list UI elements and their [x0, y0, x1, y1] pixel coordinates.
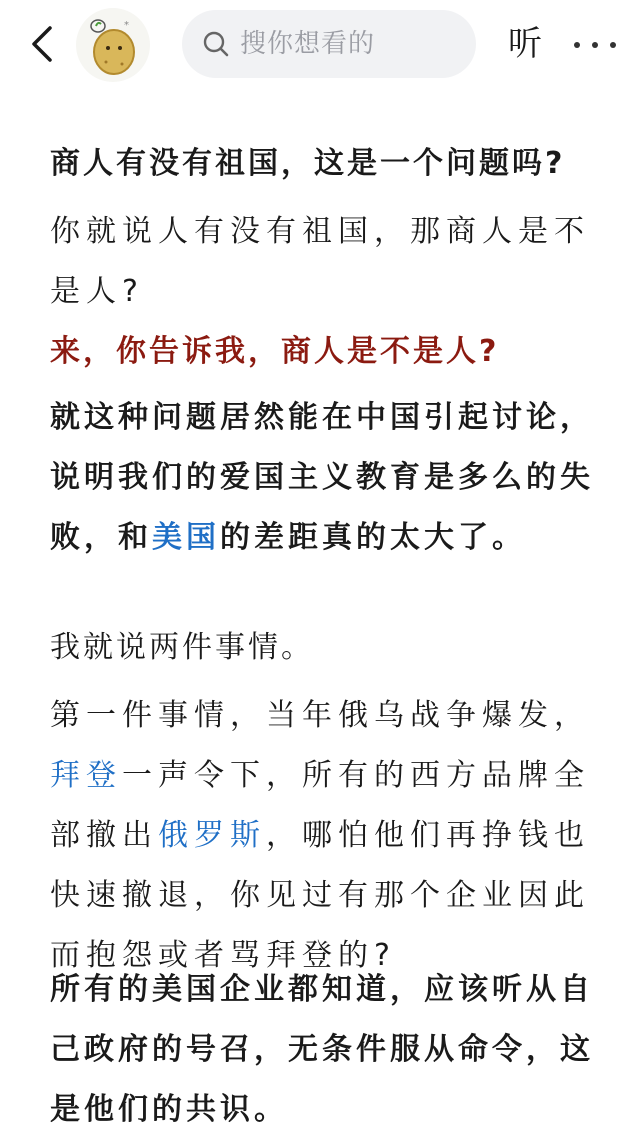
paragraph-6-text-c: ，哪怕他们再挣钱也快速撤退，你见过有那个企业因此而抱怨或者骂拜登的? [50, 818, 590, 973]
paragraph-1: 商人有没有祖国，这是一个问题吗? [50, 146, 566, 181]
paragraph-6 [50, 686, 598, 986]
search-input[interactable] [182, 10, 476, 78]
more-dots-icon [574, 42, 580, 48]
link-usa[interactable]: 美国 [152, 520, 220, 555]
chevron-left-icon [22, 18, 62, 70]
back-button[interactable] [22, 18, 62, 70]
paragraph-4 [50, 388, 598, 568]
listen-button[interactable]: 听 [508, 24, 542, 64]
more-dot [610, 42, 616, 48]
avatar[interactable] [76, 8, 150, 82]
top-bar [0, 0, 640, 90]
search-icon [202, 30, 230, 58]
paragraph-3-highlight: 来，你告诉我，商人是不是人? [50, 334, 500, 369]
more-button[interactable] [570, 14, 620, 74]
search-placeholder: 搜你想看的 [240, 29, 376, 59]
paragraph-2: 你就说人有没有祖国，那商人是不是人? [50, 214, 590, 309]
paragraph-6-text-a: 第一件事情，当年俄乌战争爆发， [50, 698, 590, 733]
link-biden[interactable]: 拜登 [50, 758, 122, 793]
link-russia[interactable]: 俄罗斯 [158, 818, 266, 853]
more-dot [592, 42, 598, 48]
paragraph-7: 所有的美国企业都知道，应该听从自己政府的号召，无条件服从命令，这是他们的共识。 [50, 972, 594, 1127]
potato-avatar-icon [76, 8, 150, 82]
paragraph-5: 我就说两件事情。 [50, 630, 314, 665]
paragraph-6-text-b: 一声令下，所有的西方品牌全部撤出 [50, 758, 590, 853]
paragraph-4-text-a: 就这种问题居然能在中国引起讨论，说明我们的爱国主义教育是多么的失败，和 [50, 400, 594, 555]
svg-text:*: * [124, 20, 129, 31]
paragraph-4-text-b: 的差距真的太大了。 [220, 520, 526, 555]
